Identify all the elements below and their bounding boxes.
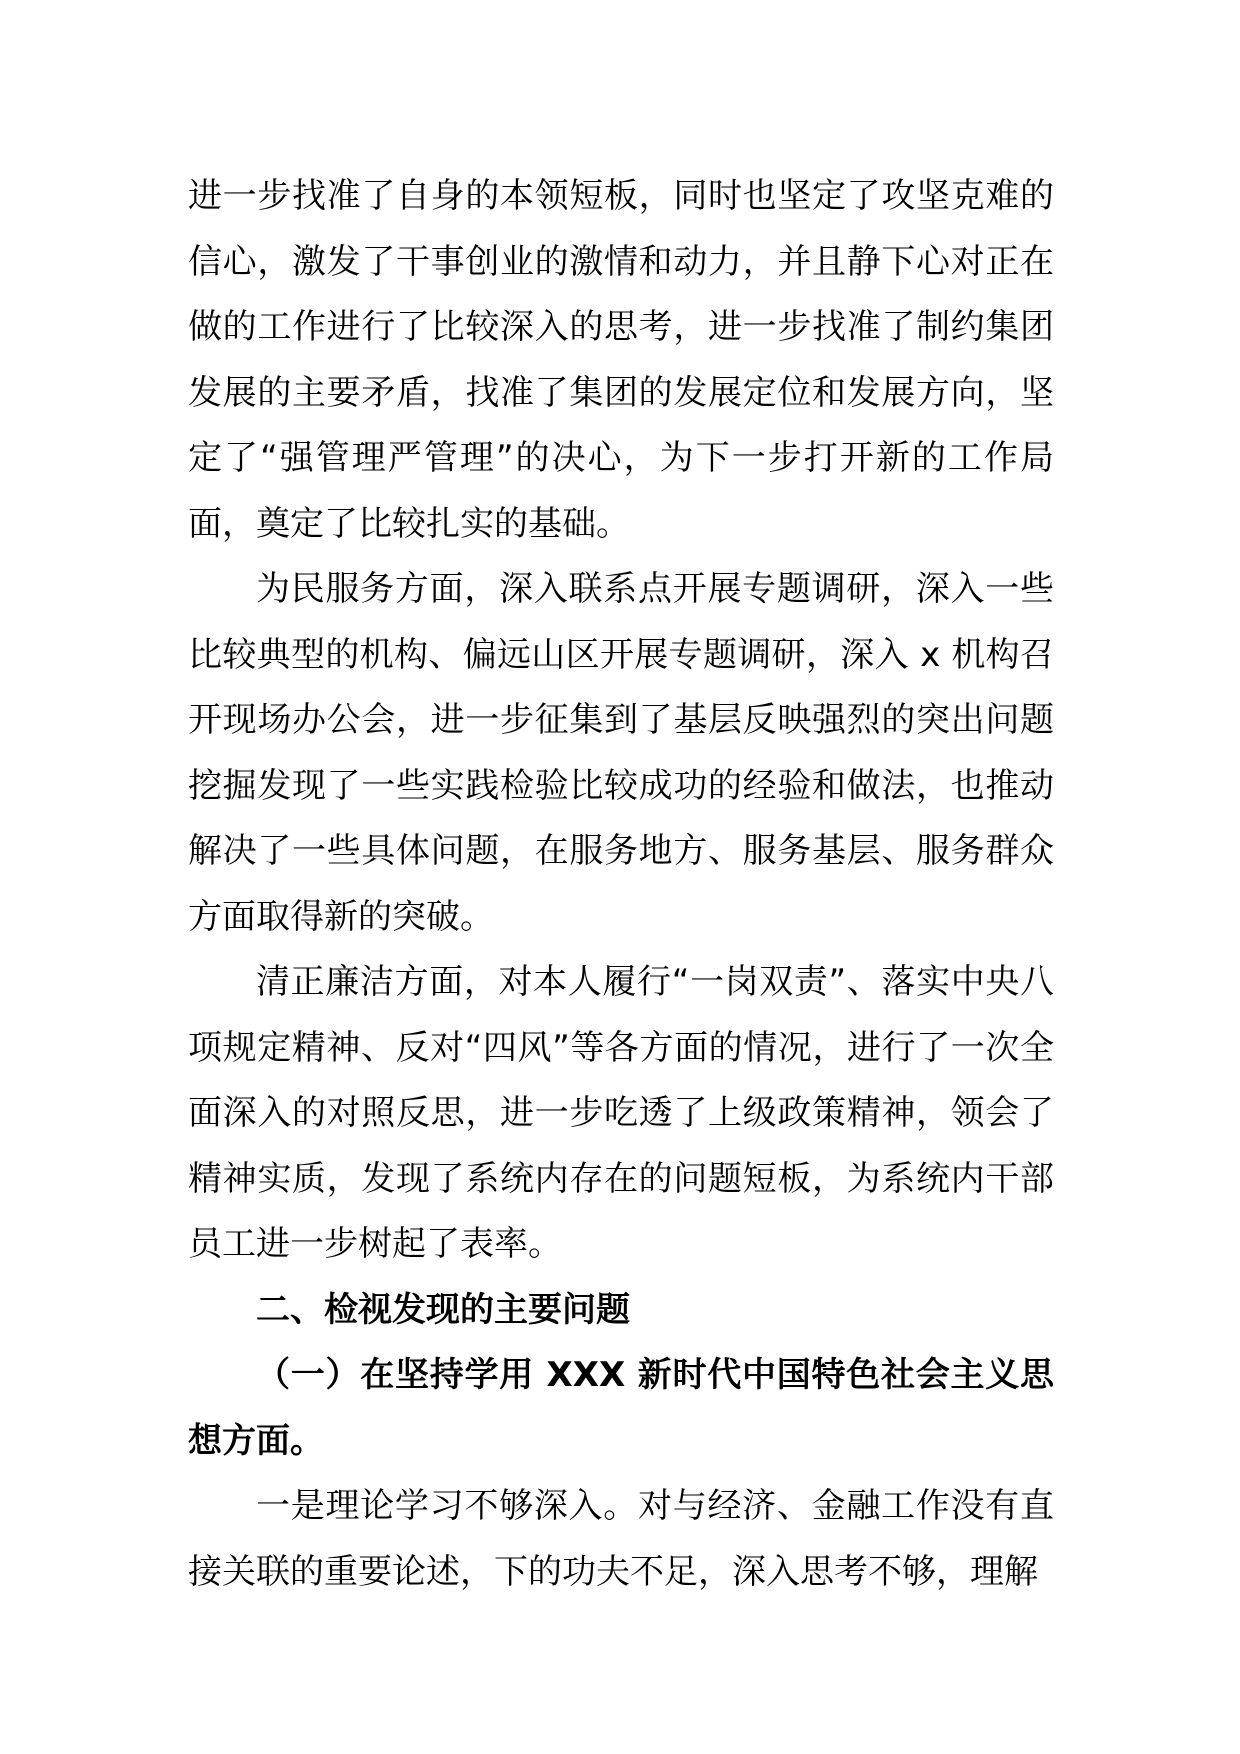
body-paragraph-theory: 一是理论学习不够深入。对与经济、金融工作没有直接关联的重要论述，下的功夫不足，深入思考不够，理解	[188, 1486, 1054, 1592]
body-paragraph-integrity: 清正廉洁方面，对本人履行“一岗双责”、落实中央八项规定精神、反对“四风”等各方面的情况，进行了一次全面深入的对照反思，进一步吃透了上级政策精神，领会了精神实质，发现了系统内存在的问题短板，为系统内干部员工进一步树起了表率。	[188, 962, 1054, 1264]
body-paragraph-continuation: 进一步找准了自身的本领短板，同时也坚定了攻坚克难的信心，激发了干事创业的激情和动力，并且静下心对正在做的工作进行了比较深入的思考，进一步找准了制约集团发展的主要矛盾，找准了集团的发展定位和发展方向，坚定了“强管理严管理”的决心，为下一步打开新的工作局面，奠定了比较扎实的基础。	[188, 176, 1054, 544]
body-paragraph-service: 为民服务方面，深入联系点开展专题调研，深入一些比较典型的机构、偏远山区开展专题调研，深入 x 机构召开现场办公会，进一步征集到了基层反映强烈的突出问题挖掘发现了一些实践检验比较成功的经验和做法，也推动解决了一些具体问题，在服务地方、服务基层、服务群众方面取得新的突破。	[188, 569, 1054, 937]
subsection-heading: （一）在坚持学用 XXX 新时代中国特色社会主义思想方面。	[188, 1355, 1054, 1461]
section-heading: 二、检视发现的主要问题	[256, 1289, 630, 1330]
document-page	[188, 164, 1054, 1605]
